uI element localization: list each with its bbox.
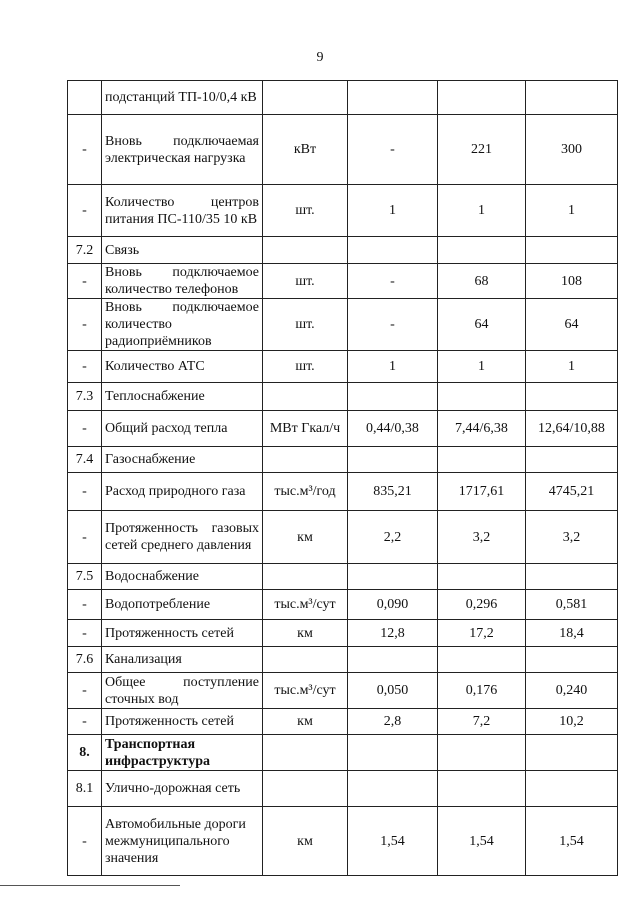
row-unit: [263, 647, 348, 673]
row-value-2: [438, 647, 526, 673]
row-description: Канализация: [102, 647, 263, 673]
row-value-2: [438, 237, 526, 264]
row-value-3: 1: [526, 185, 618, 237]
row-description: Водоснабжение: [102, 564, 263, 590]
row-unit: [263, 383, 348, 411]
row-value-1: 1: [348, 185, 438, 237]
row-description: Газоснабжение: [102, 447, 263, 473]
row-value-3: 3,2: [526, 511, 618, 564]
row-unit: [263, 771, 348, 807]
row-unit: [263, 81, 348, 115]
indicators-table: [67, 80, 618, 876]
row-value-1: [348, 564, 438, 590]
table-row: [68, 81, 618, 115]
row-unit: шт.: [263, 264, 348, 299]
table-row: [68, 411, 618, 447]
table-row: [68, 237, 618, 264]
row-value-2: 1,54: [438, 807, 526, 876]
row-value-3: 300: [526, 115, 618, 185]
row-value-3: [526, 383, 618, 411]
row-value-2: 7,44/6,38: [438, 411, 526, 447]
row-value-2: [438, 735, 526, 771]
row-description: Транспортная инфраструктура: [102, 735, 263, 771]
row-unit: тыс.м³/сут: [263, 590, 348, 620]
row-number: 8.1: [68, 771, 102, 807]
row-value-2: [438, 564, 526, 590]
row-unit: шт.: [263, 185, 348, 237]
row-value-1: 2,2: [348, 511, 438, 564]
row-value-3: 64: [526, 299, 618, 351]
row-value-2: 64: [438, 299, 526, 351]
row-value-3: 0,581: [526, 590, 618, 620]
row-value-1: 12,8: [348, 620, 438, 647]
row-value-1: [348, 647, 438, 673]
row-unit: [263, 237, 348, 264]
row-number: 7.5: [68, 564, 102, 590]
row-value-2: [438, 771, 526, 807]
row-value-2: 17,2: [438, 620, 526, 647]
row-number: -: [68, 473, 102, 511]
row-value-3: 4745,21: [526, 473, 618, 511]
row-value-1: [348, 771, 438, 807]
row-value-2: 68: [438, 264, 526, 299]
row-value-1: 835,21: [348, 473, 438, 511]
table-row: [68, 620, 618, 647]
row-value-3: [526, 735, 618, 771]
page-number: 9: [316, 50, 324, 65]
row-unit: тыс.м³/год: [263, 473, 348, 511]
table-row: [68, 673, 618, 709]
table-row: [68, 709, 618, 735]
row-value-3: 12,64/10,88: [526, 411, 618, 447]
row-value-3: 18,4: [526, 620, 618, 647]
row-value-2: 221: [438, 115, 526, 185]
row-value-3: 1,54: [526, 807, 618, 876]
row-value-2: 0,176: [438, 673, 526, 709]
row-value-2: [438, 383, 526, 411]
table-row: [68, 590, 618, 620]
row-unit: км: [263, 709, 348, 735]
table-row: [68, 383, 618, 411]
row-number: 8.: [68, 735, 102, 771]
row-value-1: 0,050: [348, 673, 438, 709]
row-unit: шт.: [263, 351, 348, 383]
row-number: -: [68, 590, 102, 620]
row-number: -: [68, 709, 102, 735]
row-number: 7.6: [68, 647, 102, 673]
table-row: [68, 115, 618, 185]
row-unit: [263, 564, 348, 590]
row-number: [68, 81, 102, 115]
row-value-1: 1: [348, 351, 438, 383]
row-value-2: 7,2: [438, 709, 526, 735]
row-value-1: [348, 81, 438, 115]
row-description: Протяженность газовых сетей среднего давления: [102, 511, 263, 564]
row-value-2: [438, 81, 526, 115]
row-unit: кВт: [263, 115, 348, 185]
row-value-1: [348, 383, 438, 411]
row-value-1: 0,44/0,38: [348, 411, 438, 447]
row-value-2: [438, 447, 526, 473]
row-value-3: [526, 647, 618, 673]
row-number: 7.4: [68, 447, 102, 473]
row-value-3: [526, 447, 618, 473]
row-value-1: -: [348, 299, 438, 351]
row-value-3: 0,240: [526, 673, 618, 709]
row-unit: МВт Гкал/ч: [263, 411, 348, 447]
row-value-1: 2,8: [348, 709, 438, 735]
row-value-1: 1,54: [348, 807, 438, 876]
table-row: [68, 185, 618, 237]
row-value-3: [526, 81, 618, 115]
table-row: [68, 299, 618, 351]
row-description: Количество центров питания ПС-110/35 10 кВ: [102, 185, 263, 237]
table-row: [68, 735, 618, 771]
row-description: Общее поступление сточных вод: [102, 673, 263, 709]
table-row: [68, 771, 618, 807]
row-unit: [263, 735, 348, 771]
row-number: -: [68, 807, 102, 876]
row-value-3: [526, 771, 618, 807]
table-row: [68, 473, 618, 511]
row-unit: км: [263, 620, 348, 647]
row-unit: [263, 447, 348, 473]
row-description: подстанций ТП-10/0,4 кВ: [102, 81, 263, 115]
row-number: -: [68, 673, 102, 709]
row-value-2: 1717,61: [438, 473, 526, 511]
row-value-2: 1: [438, 185, 526, 237]
row-number: 7.2: [68, 237, 102, 264]
row-value-2: 3,2: [438, 511, 526, 564]
table-row: [68, 351, 618, 383]
row-description: Количество АТС: [102, 351, 263, 383]
row-description: Водопотребление: [102, 590, 263, 620]
row-value-1: [348, 237, 438, 264]
row-unit: шт.: [263, 299, 348, 351]
row-value-1: [348, 735, 438, 771]
row-value-3: 10,2: [526, 709, 618, 735]
row-number: -: [68, 264, 102, 299]
row-number: -: [68, 185, 102, 237]
row-unit: км: [263, 511, 348, 564]
row-description: Общий расход тепла: [102, 411, 263, 447]
row-unit: км: [263, 807, 348, 876]
row-value-3: [526, 564, 618, 590]
table-row: [68, 564, 618, 590]
table-row: [68, 511, 618, 564]
row-description: Протяженность сетей: [102, 709, 263, 735]
row-description: Автомобильные дороги межмуниципального значения: [102, 807, 263, 876]
row-number: 7.3: [68, 383, 102, 411]
row-value-2: 1: [438, 351, 526, 383]
table-row: [68, 647, 618, 673]
table-row: [68, 264, 618, 299]
row-description: Улично-дорожная сеть: [102, 771, 263, 807]
row-value-1: -: [348, 115, 438, 185]
table-row: [68, 447, 618, 473]
row-value-1: -: [348, 264, 438, 299]
row-value-3: 108: [526, 264, 618, 299]
row-description: Расход природного газа: [102, 473, 263, 511]
row-number: -: [68, 115, 102, 185]
row-description: Теплоснабжение: [102, 383, 263, 411]
row-number: -: [68, 620, 102, 647]
row-number: -: [68, 299, 102, 351]
row-value-2: 0,296: [438, 590, 526, 620]
row-number: -: [68, 351, 102, 383]
row-description: Связь: [102, 237, 263, 264]
row-number: -: [68, 411, 102, 447]
page-divider: [0, 885, 180, 886]
row-value-3: [526, 237, 618, 264]
row-description: Вновь подключаемое количество радиоприёмников: [102, 299, 263, 351]
row-value-1: [348, 447, 438, 473]
row-value-3: 1: [526, 351, 618, 383]
row-unit: тыс.м³/сут: [263, 673, 348, 709]
row-description: Вновь подключаемая электрическая нагрузка: [102, 115, 263, 185]
row-value-1: 0,090: [348, 590, 438, 620]
table-row: [68, 807, 618, 876]
row-number: -: [68, 511, 102, 564]
row-description: Протяженность сетей: [102, 620, 263, 647]
row-description: Вновь подключаемое количество телефонов: [102, 264, 263, 299]
